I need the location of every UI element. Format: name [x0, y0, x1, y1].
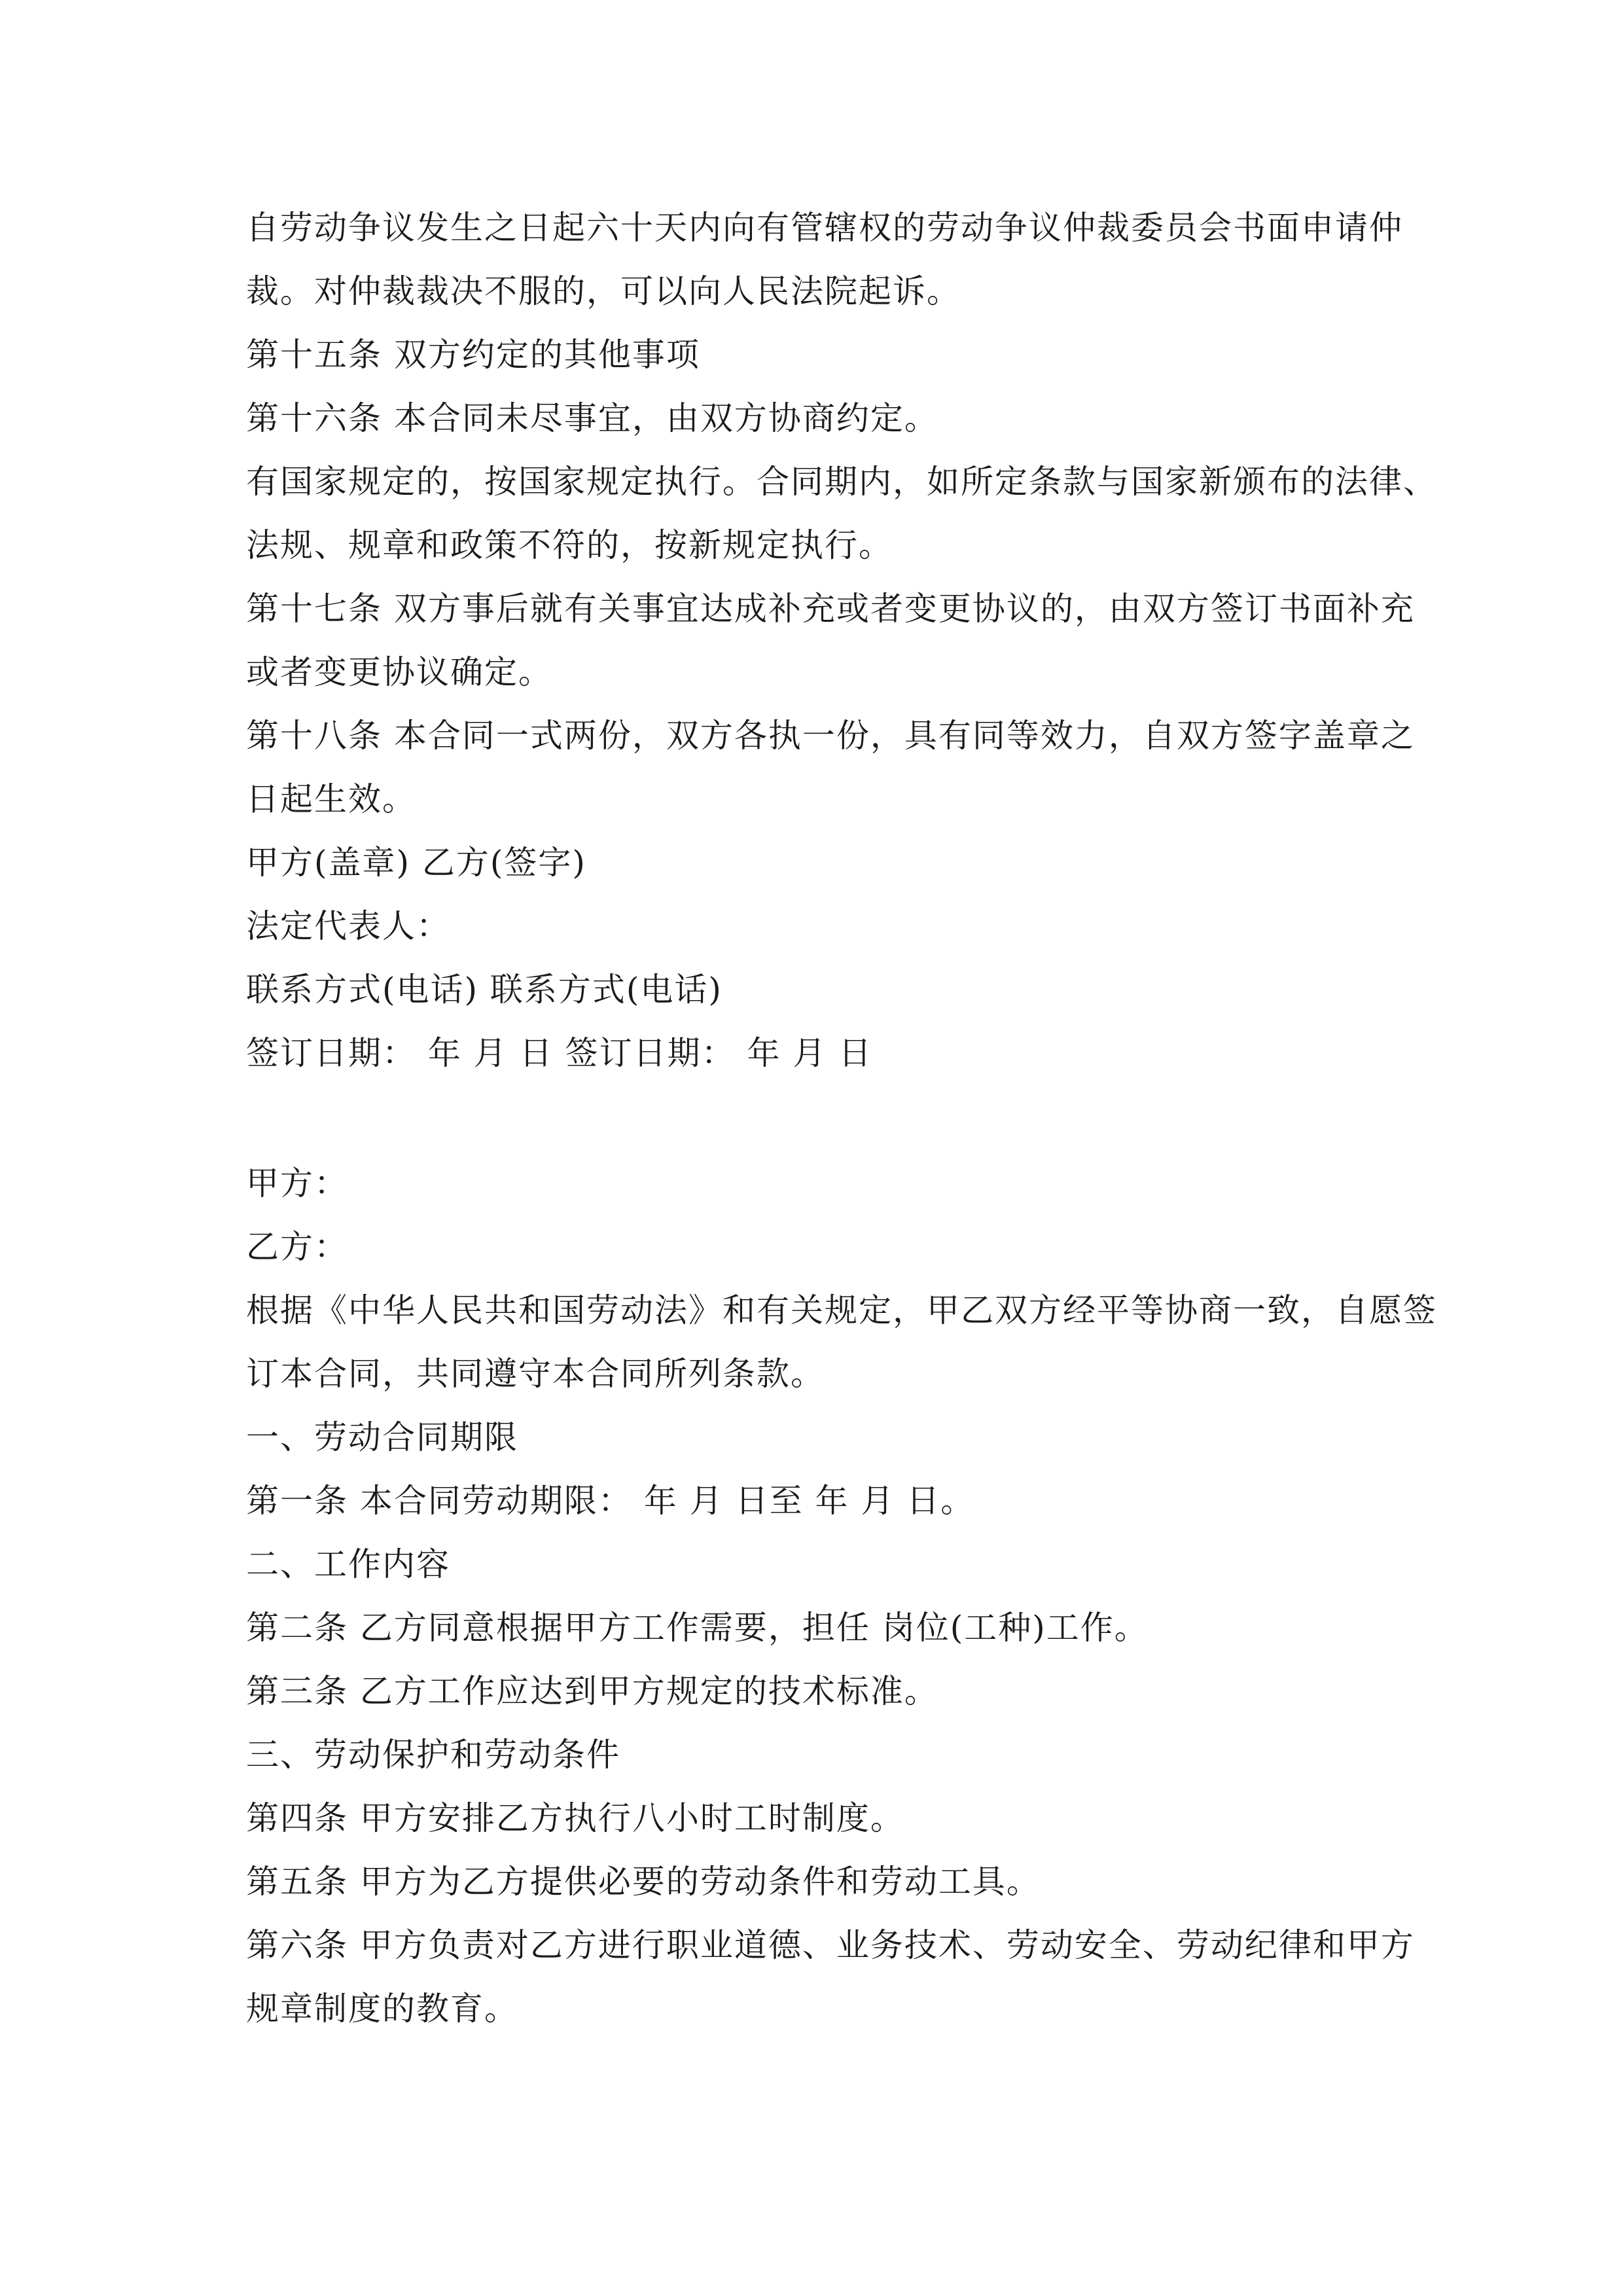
contract-text-section-a: [246, 196, 1437, 1085]
legal-representative: 法定代表人：: [246, 907, 450, 945]
article-6: 第六条 甲方负责对乙方进行职业道德、业务技术、劳动安全、劳动纪律和甲方: [246, 1926, 1415, 1964]
article-4: 第四条 甲方安排乙方执行八小时工时制度。: [246, 1799, 904, 1837]
signing-date: 签订日期： 年 月 日 签订日期： 年 月 日: [246, 1034, 873, 1072]
section-heading: 一、劳动合同期限: [246, 1418, 518, 1456]
party-a: 甲方：: [246, 1164, 348, 1202]
article-3: 第三条 乙方工作应达到甲方规定的技术标准。: [246, 1672, 938, 1710]
preamble: 根据《中华人民共和国劳动法》和有关规定，甲乙双方经平等协商一致，自愿签: [246, 1291, 1437, 1329]
text-line: 有国家规定的，按国家规定执行。合同期内，如所定条款与国家新颁布的法律、: [246, 463, 1437, 501]
text-line: 法规、规章和政策不符的，按新规定执行。: [246, 526, 893, 564]
section-heading: 三、劳动保护和劳动条件: [246, 1736, 620, 1774]
article-17: 第十七条 双方事后就有关事宜达成补充或者变更协议的，由双方签订书面补充: [246, 590, 1415, 628]
text-line: 自劳动争议发生之日起六十天内向有管辖权的劳动争议仲裁委员会书面申请仲: [246, 209, 1403, 247]
text-line: 裁。对仲裁裁决不服的，可以向人民法院起诉。: [246, 272, 961, 310]
text-line: 或者变更协议确定。: [246, 653, 552, 691]
text-line: 规章制度的教育。: [246, 1990, 518, 2028]
article-18: 第十八条 本合同一式两份，双方各执一份，具有同等效力，自双方签字盖章之: [246, 717, 1415, 755]
article-5: 第五条 甲方为乙方提供必要的劳动条件和劳动工具。: [246, 1863, 1041, 1901]
signature-parties: 甲方(盖章) 乙方(签字): [246, 844, 586, 882]
text-line: 订本合同，共同遵守本合同所列条款。: [246, 1355, 825, 1393]
article-2: 第二条 乙方同意根据甲方工作需要，担任 岗位(工种)工作。: [246, 1609, 1149, 1647]
contract-text-section-b: [246, 1152, 1437, 2041]
article-1: 第一条 本合同劳动期限： 年 月 日至 年 月 日。: [246, 1482, 975, 1520]
contact-info: 联系方式(电话) 联系方式(电话): [246, 971, 722, 1009]
section-heading: 二、工作内容: [246, 1545, 450, 1583]
text-line: 日起生效。: [246, 780, 416, 818]
article-15: 第十五条 双方约定的其他事项: [246, 336, 700, 374]
party-b: 乙方：: [246, 1228, 348, 1266]
article-16: 第十六条 本合同未尽事宜，由双方协商约定。: [246, 399, 938, 437]
